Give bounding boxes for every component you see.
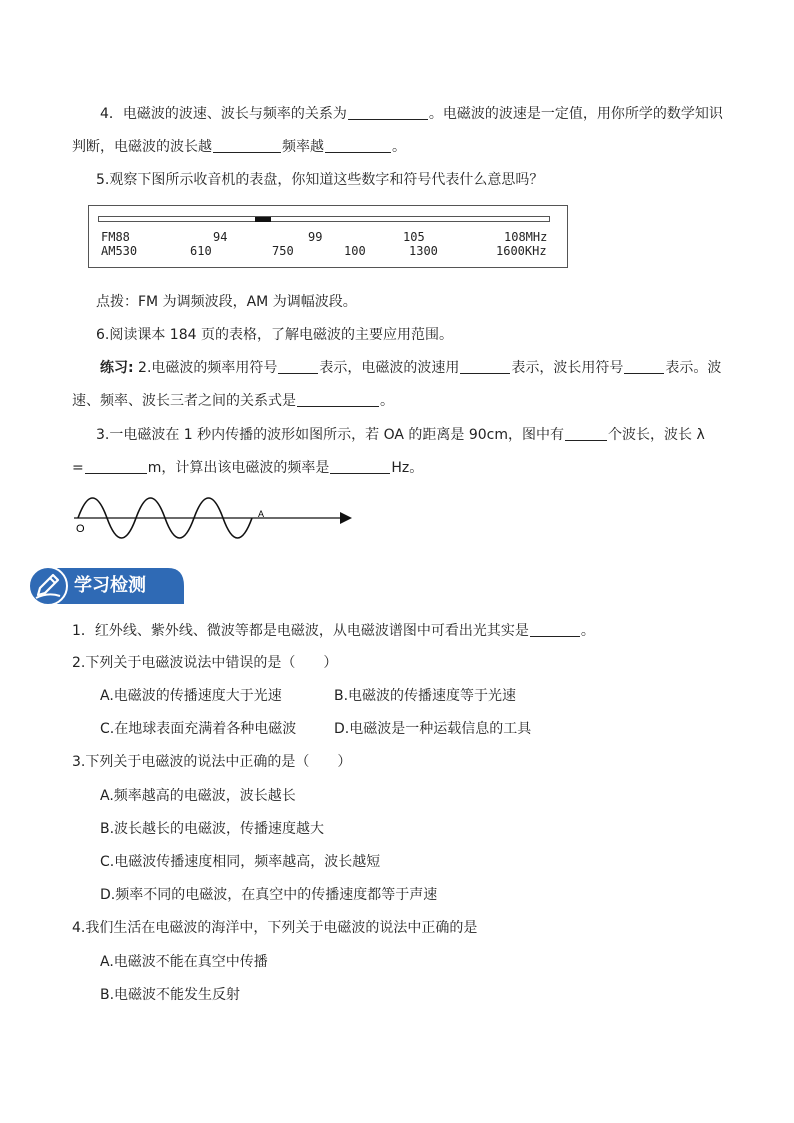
option-b[interactable]: B.电磁波的传播速度等于光速 (334, 688, 517, 704)
section-title: 学习检测 (74, 575, 146, 596)
practice-line1: 练习: 2.电磁波的频率用符号 表示，电磁波的波速用 表示，波长用符号 表示。波 (100, 360, 722, 376)
answer-blank[interactable] (297, 392, 379, 407)
fm-label: FM88 (101, 230, 130, 244)
question-4-line2: 判断，电磁波的波长越 频率越 。 (72, 139, 406, 155)
question-4-line1: 4．电磁波的波速、波长与频率的关系为 。电磁波的波速是一定值，用你所学的数学知识 (100, 106, 723, 122)
practice-q3-line1: 3.一电磁波在 1 秒内传播的波形如图所示，若 OA 的距离是 90cm，图中有 个波长，波长 λ (96, 427, 705, 443)
option-d[interactable]: D.频率不同的电磁波，在真空中的传播速度都等于声速 (100, 887, 438, 903)
question-5: 5.观察下图所示收音机的表盘，你知道这些数字和符号代表什么意思吗？ (96, 172, 544, 188)
section-banner (28, 566, 186, 606)
answer-blank[interactable] (348, 105, 428, 120)
option-a[interactable]: A.电磁波不能在真空中传播 (100, 954, 268, 970)
fm-mark: 105 (403, 230, 425, 244)
answer-blank[interactable] (278, 359, 318, 374)
dial-pointer (255, 217, 271, 222)
option-a[interactable]: A.电磁波的传播速度大于光速 (100, 688, 282, 704)
hint: 点拨：FM 为调频波段，AM 为调幅波段。 (96, 294, 357, 310)
answer-blank[interactable] (325, 138, 391, 153)
origin-label: O (76, 523, 85, 535)
am-mark: 100 (344, 244, 366, 258)
am-mark: 610 (190, 244, 212, 258)
answer-blank[interactable] (85, 459, 147, 474)
test-question-4: 4.我们生活在电磁波的海洋中，下列关于电磁波的说法中正确的是 (72, 920, 478, 936)
point-a-label: A (258, 509, 265, 519)
option-a[interactable]: A.频率越高的电磁波，波长越长 (100, 788, 296, 804)
option-b[interactable]: B.电磁波不能发生反射 (100, 987, 241, 1003)
answer-blank[interactable] (565, 426, 607, 441)
am-mark: 1300 (409, 244, 438, 258)
option-c[interactable]: C.在地球表面充满着各种电磁波 (100, 721, 297, 737)
option-d[interactable]: D.电磁波是一种运载信息的工具 (334, 721, 532, 737)
answer-blank[interactable] (624, 359, 664, 374)
practice-q3-line2: = m，计算出该电磁波的频率是 Hz。 (72, 460, 424, 476)
option-c[interactable]: C.电磁波传播速度相同，频率越高，波长越短 (100, 854, 381, 870)
dial-track (98, 216, 550, 222)
am-mark: 750 (272, 244, 294, 258)
answer-blank[interactable] (213, 138, 281, 153)
wave-diagram (72, 490, 362, 552)
question-6: 6.阅读课本 184 页的表格，了解电磁波的主要应用范围。 (96, 327, 453, 343)
radio-dial (88, 205, 568, 268)
option-b[interactable]: B.波长越长的电磁波，传播速度越大 (100, 821, 325, 837)
answer-blank[interactable] (330, 459, 390, 474)
fm-mark: 99 (308, 230, 323, 244)
pencil-icon (28, 566, 68, 606)
answer-blank[interactable] (530, 622, 580, 637)
fm-mark: 94 (213, 230, 228, 244)
test-question-2: 2.下列关于电磁波说法中错误的是（ ） (72, 655, 338, 671)
fm-mark: 108MHz (504, 230, 548, 244)
test-question-3: 3.下列关于电磁波的说法中正确的是（ ） (72, 754, 352, 770)
arrow-icon (340, 512, 352, 524)
practice-line2: 速、频率、波长三者之间的关系式是 。 (72, 393, 394, 409)
answer-blank[interactable] (460, 359, 510, 374)
am-label: AM530 (101, 244, 138, 258)
test-question-1: 1．红外线、紫外线、微波等都是电磁波，从电磁波谱图中可看出光其实是 。 (72, 623, 595, 639)
am-mark: 1600KHz (496, 244, 547, 258)
